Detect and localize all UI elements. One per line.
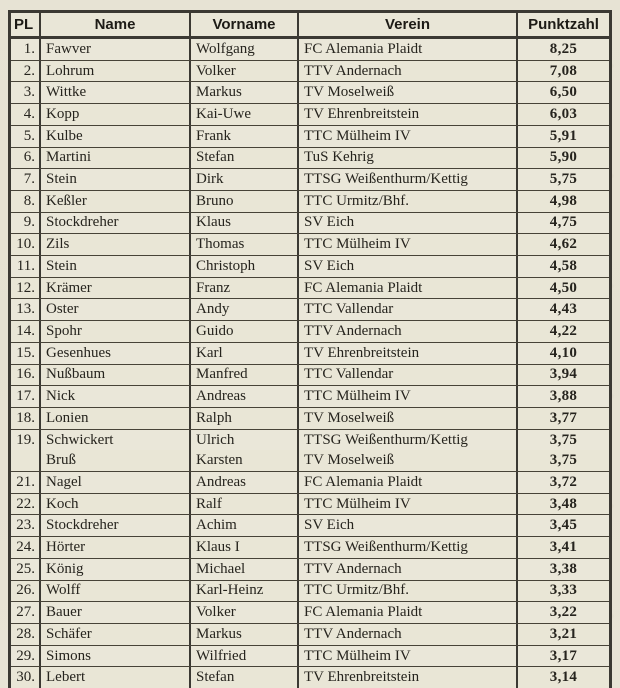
cell-pl: 15. bbox=[16, 344, 35, 361]
cell-vorname: Christoph bbox=[189, 256, 297, 277]
table-row bbox=[11, 558, 609, 580]
cell-pl: 23. bbox=[16, 517, 35, 534]
cell-pl: 28. bbox=[16, 625, 35, 642]
cell-vorname: Andreas bbox=[189, 472, 297, 493]
cell-vorname: Klaus I bbox=[189, 537, 297, 558]
cell-vorname: Manfred bbox=[189, 365, 297, 386]
cell-punktzahl: 4,10 bbox=[516, 343, 609, 364]
cell-verein: TTSG Weißenthurm/Kettig bbox=[297, 430, 516, 451]
cell-pl: 5. bbox=[23, 127, 35, 144]
header-name: Name bbox=[39, 13, 189, 36]
cell-punktzahl: 4,62 bbox=[516, 234, 609, 255]
cell-vorname: Michael bbox=[189, 559, 297, 580]
cell-name: Krämer bbox=[39, 278, 189, 299]
cell-verein: TTSG Weißenthurm/Kettig bbox=[297, 169, 516, 190]
cell-verein: TuS Kehrig bbox=[297, 148, 516, 169]
cell-vorname: Ulrich bbox=[189, 430, 297, 451]
cell-verein: TTC Mülheim IV bbox=[297, 234, 516, 255]
cell-name: Zils bbox=[39, 234, 189, 255]
cell-name: Schwickert bbox=[39, 430, 189, 451]
cell-verein: TTC Vallendar bbox=[297, 365, 516, 386]
cell-verein: SV Eich bbox=[297, 515, 516, 536]
cell-pl: 25. bbox=[16, 560, 35, 577]
cell-pl: 19. bbox=[16, 431, 35, 448]
cell-pl: 9. bbox=[23, 214, 35, 231]
header-verein: Verein bbox=[297, 13, 516, 36]
table-row bbox=[11, 601, 609, 623]
cell-punktzahl: 3,72 bbox=[516, 472, 609, 493]
cell-pl: 1. bbox=[23, 40, 35, 57]
cell-vorname: Andreas bbox=[189, 386, 297, 407]
cell-punktzahl: 3,75 bbox=[516, 450, 609, 471]
cell-name: Kulbe bbox=[39, 126, 189, 147]
cell-verein: TTC Mülheim IV bbox=[297, 386, 516, 407]
cell-pl: 27. bbox=[16, 604, 35, 621]
table-row bbox=[11, 364, 609, 386]
cell-pl: 8. bbox=[23, 192, 35, 209]
table-row bbox=[11, 212, 609, 234]
table-row bbox=[11, 580, 609, 602]
table-row bbox=[11, 407, 609, 429]
cell-punktzahl: 6,50 bbox=[516, 82, 609, 103]
cell-vorname: Frank bbox=[189, 126, 297, 147]
header-punktzahl: Punktzahl bbox=[516, 13, 609, 36]
cell-vorname: Guido bbox=[189, 321, 297, 342]
cell-verein: TV Moselweiß bbox=[297, 408, 516, 429]
cell-verein: TTC Mülheim IV bbox=[297, 126, 516, 147]
cell-name: Nick bbox=[39, 386, 189, 407]
cell-name: Wittke bbox=[39, 82, 189, 103]
cell-punktzahl: 3,22 bbox=[516, 602, 609, 623]
cell-name: Gesenhues bbox=[39, 343, 189, 364]
cell-name: Lebert bbox=[39, 667, 189, 688]
cell-verein: SV Eich bbox=[297, 213, 516, 234]
cell-name: Wolff bbox=[39, 581, 189, 602]
cell-punktzahl: 3,45 bbox=[516, 515, 609, 536]
cell-pl: 21. bbox=[16, 473, 35, 490]
table-row bbox=[11, 450, 609, 471]
table-row bbox=[11, 190, 609, 212]
cell-punktzahl: 5,75 bbox=[516, 169, 609, 190]
cell-pl: 7. bbox=[23, 171, 35, 188]
table-row bbox=[11, 60, 609, 82]
cell-name: Hörter bbox=[39, 537, 189, 558]
cell-punktzahl: 4,50 bbox=[516, 278, 609, 299]
cell-pl: 12. bbox=[16, 279, 35, 296]
cell-verein: TTC Vallendar bbox=[297, 299, 516, 320]
cell-name: Nagel bbox=[39, 472, 189, 493]
cell-vorname: Karsten bbox=[189, 450, 297, 471]
cell-pl: 29. bbox=[16, 647, 35, 664]
table-row bbox=[11, 39, 609, 60]
table-row bbox=[11, 255, 609, 277]
cell-name: Nußbaum bbox=[39, 365, 189, 386]
cell-vorname: Klaus bbox=[189, 213, 297, 234]
table-row bbox=[11, 385, 609, 407]
cell-name: König bbox=[39, 559, 189, 580]
cell-name: Fawver bbox=[39, 39, 189, 60]
cell-name: Stockdreher bbox=[39, 515, 189, 536]
cell-punktzahl: 4,43 bbox=[516, 299, 609, 320]
cell-punktzahl: 5,91 bbox=[516, 126, 609, 147]
cell-punktzahl: 4,22 bbox=[516, 321, 609, 342]
cell-vorname: Bruno bbox=[189, 191, 297, 212]
cell-name: Bauer bbox=[39, 602, 189, 623]
cell-vorname: Stefan bbox=[189, 667, 297, 688]
cell-pl: 26. bbox=[16, 582, 35, 599]
cell-pl: 30. bbox=[16, 669, 35, 686]
cell-verein: FC Alemania Plaidt bbox=[297, 278, 516, 299]
cell-pl: 10. bbox=[16, 236, 35, 253]
table-row bbox=[11, 666, 609, 688]
cell-vorname: Markus bbox=[189, 624, 297, 645]
cell-punktzahl: 4,58 bbox=[516, 256, 609, 277]
cell-name: Oster bbox=[39, 299, 189, 320]
cell-name: Spohr bbox=[39, 321, 189, 342]
cell-verein: FC Alemania Plaidt bbox=[297, 472, 516, 493]
cell-vorname: Karl-Heinz bbox=[189, 581, 297, 602]
cell-verein: TV Ehrenbreitstein bbox=[297, 343, 516, 364]
cell-punktzahl: 6,03 bbox=[516, 104, 609, 125]
cell-punktzahl: 5,90 bbox=[516, 148, 609, 169]
cell-pl: 16. bbox=[16, 366, 35, 383]
table-row bbox=[11, 298, 609, 320]
table-row bbox=[11, 147, 609, 169]
cell-pl: 11. bbox=[16, 257, 35, 274]
cell-punktzahl: 3,21 bbox=[516, 624, 609, 645]
table-row bbox=[11, 471, 609, 493]
cell-verein: TV Moselweiß bbox=[297, 450, 516, 471]
cell-punktzahl: 3,77 bbox=[516, 408, 609, 429]
cell-verein: TTV Andernach bbox=[297, 559, 516, 580]
cell-vorname: Markus bbox=[189, 82, 297, 103]
cell-pl: 14. bbox=[16, 322, 35, 339]
cell-name: Simons bbox=[39, 646, 189, 667]
cell-pl: 2. bbox=[23, 62, 35, 79]
cell-pl bbox=[11, 450, 39, 471]
cell-name: Stockdreher bbox=[39, 213, 189, 234]
cell-vorname: Stefan bbox=[189, 148, 297, 169]
cell-vorname: Volker bbox=[189, 61, 297, 82]
cell-vorname: Ralph bbox=[189, 408, 297, 429]
cell-verein: TTV Andernach bbox=[297, 321, 516, 342]
cell-verein: TTC Urmitz/Bhf. bbox=[297, 191, 516, 212]
cell-punktzahl: 3,88 bbox=[516, 386, 609, 407]
header-pl: PL bbox=[14, 16, 34, 33]
cell-vorname: Wolfgang bbox=[189, 39, 297, 60]
table-body bbox=[11, 39, 609, 688]
cell-verein: TV Ehrenbreitstein bbox=[297, 667, 516, 688]
table-row bbox=[11, 168, 609, 190]
cell-punktzahl: 3,38 bbox=[516, 559, 609, 580]
cell-punktzahl: 3,41 bbox=[516, 537, 609, 558]
cell-vorname: Karl bbox=[189, 343, 297, 364]
cell-vorname: Volker bbox=[189, 602, 297, 623]
table-row bbox=[11, 125, 609, 147]
cell-pl: 24. bbox=[16, 539, 35, 556]
cell-punktzahl: 3,14 bbox=[516, 667, 609, 688]
cell-pl: 6. bbox=[23, 149, 35, 166]
cell-name: Stein bbox=[39, 169, 189, 190]
cell-punktzahl: 3,75 bbox=[516, 430, 609, 451]
header-vorname: Vorname bbox=[189, 13, 297, 36]
cell-verein: SV Eich bbox=[297, 256, 516, 277]
table-row bbox=[11, 342, 609, 364]
table-row bbox=[11, 320, 609, 342]
cell-vorname: Ralf bbox=[189, 494, 297, 515]
cell-vorname: Andy bbox=[189, 299, 297, 320]
cell-pl: 22. bbox=[16, 495, 35, 512]
cell-name: Lonien bbox=[39, 408, 189, 429]
cell-verein: TTV Andernach bbox=[297, 61, 516, 82]
cell-pl: 4. bbox=[23, 105, 35, 122]
cell-verein: TV Moselweiß bbox=[297, 82, 516, 103]
table-row bbox=[11, 233, 609, 255]
cell-pl: 13. bbox=[16, 301, 35, 318]
table-row bbox=[11, 493, 609, 515]
table-row bbox=[11, 514, 609, 536]
cell-punktzahl: 3,33 bbox=[516, 581, 609, 602]
cell-pl: 17. bbox=[16, 388, 35, 405]
cell-vorname: Achim bbox=[189, 515, 297, 536]
cell-punktzahl: 3,48 bbox=[516, 494, 609, 515]
cell-vorname: Franz bbox=[189, 278, 297, 299]
table-row bbox=[11, 81, 609, 103]
cell-vorname: Kai-Uwe bbox=[189, 104, 297, 125]
cell-vorname: Thomas bbox=[189, 234, 297, 255]
cell-punktzahl: 3,94 bbox=[516, 365, 609, 386]
cell-name: Kopp bbox=[39, 104, 189, 125]
table-row bbox=[11, 645, 609, 667]
cell-verein: TTSG Weißenthurm/Kettig bbox=[297, 537, 516, 558]
table-header-row bbox=[11, 13, 609, 39]
table-row bbox=[11, 623, 609, 645]
cell-verein: TV Ehrenbreitstein bbox=[297, 104, 516, 125]
cell-pl: 3. bbox=[23, 84, 35, 101]
cell-vorname: Dirk bbox=[189, 169, 297, 190]
cell-name: Martini bbox=[39, 148, 189, 169]
cell-verein: TTC Mülheim IV bbox=[297, 646, 516, 667]
cell-vorname: Wilfried bbox=[189, 646, 297, 667]
cell-name: Lohrum bbox=[39, 61, 189, 82]
cell-name: Koch bbox=[39, 494, 189, 515]
cell-punktzahl: 7,08 bbox=[516, 61, 609, 82]
table-row bbox=[11, 536, 609, 558]
cell-name: Bruß bbox=[39, 450, 189, 471]
cell-verein: TTC Mülheim IV bbox=[297, 494, 516, 515]
cell-verein: TTV Andernach bbox=[297, 624, 516, 645]
cell-verein: FC Alemania Plaidt bbox=[297, 39, 516, 60]
cell-punktzahl: 3,17 bbox=[516, 646, 609, 667]
cell-verein: FC Alemania Plaidt bbox=[297, 602, 516, 623]
cell-name: Keßler bbox=[39, 191, 189, 212]
table-row bbox=[11, 429, 609, 451]
cell-name: Stein bbox=[39, 256, 189, 277]
cell-verein: TTC Urmitz/Bhf. bbox=[297, 581, 516, 602]
table-row bbox=[11, 103, 609, 125]
cell-punktzahl: 4,98 bbox=[516, 191, 609, 212]
cell-name: Schäfer bbox=[39, 624, 189, 645]
cell-punktzahl: 8,25 bbox=[516, 39, 609, 60]
cell-pl: 18. bbox=[16, 409, 35, 426]
ranking-table bbox=[8, 10, 612, 688]
table-row bbox=[11, 277, 609, 299]
cell-punktzahl: 4,75 bbox=[516, 213, 609, 234]
